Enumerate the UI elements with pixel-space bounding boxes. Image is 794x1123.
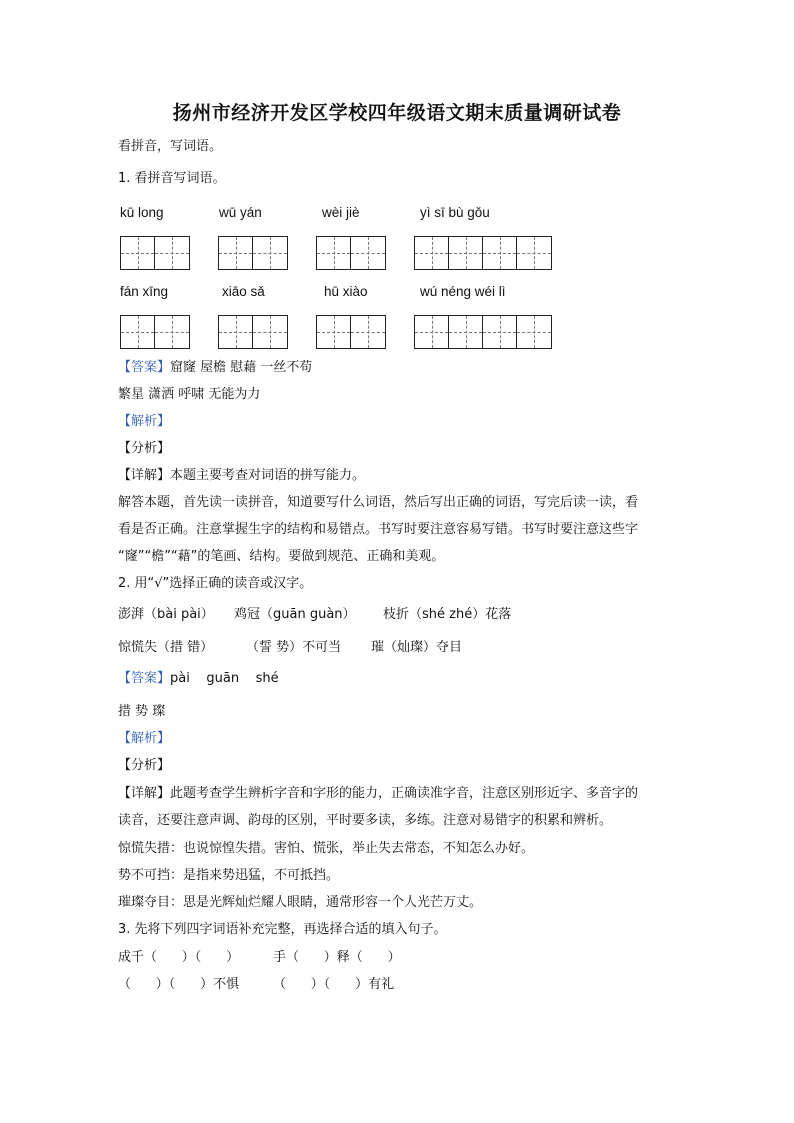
q2-item-4: 惊慌失（措 错） — [118, 640, 214, 655]
q3-item-2: 手（ ）释（ ） — [273, 950, 401, 965]
q2-detail — [118, 785, 638, 803]
answer-tag: 【答案】 — [118, 360, 171, 375]
q2-item-3: 枝折（shé zhé）花落 — [383, 607, 512, 622]
writing-grid[interactable] — [316, 315, 386, 349]
q2-item-5: （誓 势）不可当 — [246, 640, 342, 655]
q1-detail-line4: “窿”“檐”“藉”的笔画、结构。要做到规范、正确和美观。 — [118, 549, 445, 564]
q3-item-4: （ ）（ ）有礼 — [273, 977, 395, 992]
q1-detail-line3: 看是否正确。注意掌握生字的结构和易错点。书写时要注意容易写错。书写时要注意这些字 — [118, 522, 639, 537]
detail-text: 此题考查学生辨析字音和字形的能力，正确读准字音，注意区别形近字、多音字的 — [170, 786, 639, 801]
answer-text: 窟窿 屋檐 慰藉 一丝不苟 — [170, 360, 313, 375]
pinyin-6: xiāo sǎ — [222, 284, 265, 299]
pinyin-3: wèi jiè — [322, 205, 360, 220]
writing-grid[interactable] — [414, 236, 552, 270]
q3-item-1: 成千（ ）（ ） — [118, 950, 240, 965]
q2-detail-line3: 惊慌失措：也说惊惶失措。害怕、慌张，举止失去常态，不知怎么办好。 — [118, 841, 535, 856]
writing-grid[interactable] — [120, 315, 190, 349]
q1-detail-line2: 解答本题，首先读一读拼音，知道要写什么词语，然后写出正确的词语，写完后读一读，看 — [118, 495, 639, 510]
q2-fenxi-tag: 【分析】 — [118, 758, 171, 773]
q1-detail — [118, 467, 365, 485]
pinyin-7: hū xiào — [324, 284, 368, 299]
q2-heading: 2. 用“√”选择正确的读音或汉字。 — [118, 576, 313, 591]
writing-grid[interactable] — [218, 236, 288, 270]
pinyin-1: kū long — [120, 205, 164, 220]
q2-detail-line2: 读音，还要注意声调、韵母的区别，平时要多读，多练。注意对易错字的积累和辨析。 — [118, 813, 613, 828]
q2-item-1: 澎湃（bài pài） — [118, 607, 214, 622]
q2-jiexi-tag: 【解析】 — [118, 731, 171, 746]
section-intro: 看拼音，写词语。 — [118, 139, 223, 154]
answer-text: pài guān shé — [170, 671, 279, 686]
writing-grid[interactable] — [316, 236, 386, 270]
q3-heading: 3. 先将下列四字词语补充完整，再选择合适的填入句子。 — [118, 922, 447, 937]
q2-detail-line4: 势不可挡：是指来势迅猛，不可抵挡。 — [118, 868, 340, 883]
q3-item-3: （ ）（ ）不惧 — [118, 977, 240, 992]
pinyin-8: wú néng wéi lì — [420, 284, 506, 299]
writing-grid[interactable] — [120, 236, 190, 270]
writing-grid[interactable] — [414, 315, 552, 349]
q1-fenxi-tag: 【分析】 — [118, 441, 171, 456]
detail-tag: 【详解】 — [118, 786, 171, 801]
pinyin-4: yì sī bù gǒu — [420, 205, 490, 220]
q1-answer-line2: 繁星 潇洒 呼啸 无能为力 — [118, 387, 261, 402]
q2-answer — [118, 670, 279, 688]
q1-heading: 1. 看拼音写词语。 — [118, 171, 226, 186]
q2-answer-line2: 措 势 璨 — [118, 704, 166, 719]
page-title: 扬州市经济开发区学校四年级语文期末质量调研试卷 — [172, 102, 622, 124]
q2-item-2: 鸡冠（guān guàn） — [234, 607, 356, 622]
detail-tag: 【详解】 — [118, 468, 171, 483]
writing-grid[interactable] — [218, 315, 288, 349]
q1-jiexi-tag: 【解析】 — [118, 414, 171, 429]
pinyin-5: fán xīng — [120, 284, 169, 299]
q1-answer — [118, 359, 312, 377]
pinyin-2: wū yán — [219, 205, 262, 220]
answer-tag: 【答案】 — [118, 671, 171, 686]
q2-detail-line5: 璀璨夺目：思是光辉灿烂耀人眼睛，通常形容一个人光芒万丈。 — [118, 895, 483, 910]
detail-text: 本题主要考查对词语的拼写能力。 — [170, 468, 366, 483]
q2-item-6: 璀（灿璨）夺目 — [371, 640, 463, 655]
